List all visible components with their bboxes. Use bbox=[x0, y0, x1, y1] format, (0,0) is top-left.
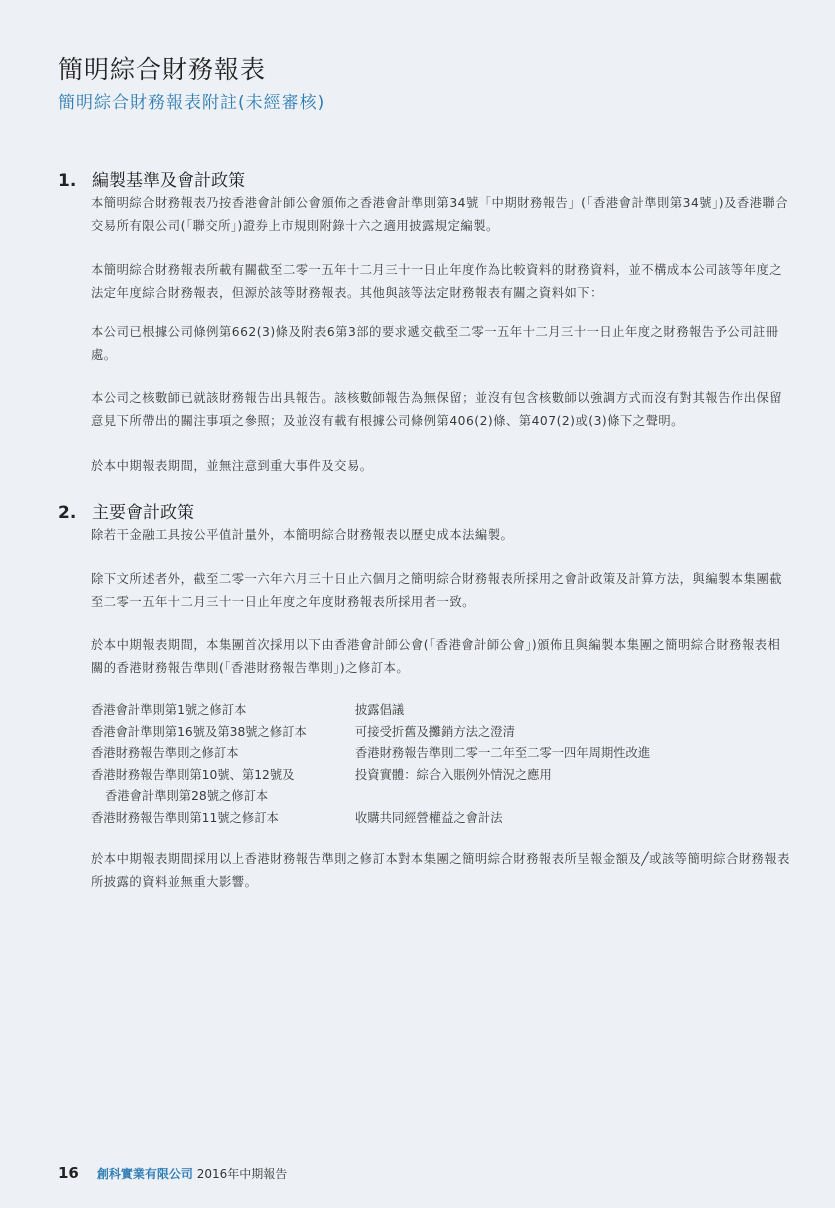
standard-description: 可接受折舊及攤銷方法之澄清 bbox=[355, 724, 515, 739]
paragraph: 本簡明綜合財務報表所載有關截至二零一五年十二月三十一日止年度作為比較資料的財務資料，並不構成本公司該等年度之法定年度綜合財務報表，但源於該等財務報表。其他與該等法定財務報表有關之資料如下： bbox=[91, 263, 783, 300]
paragraph: 於本中期報表期間，本集團首次採用以下由香港會計師公會(「香港會計師公會」)頒佈且與編製本集團之簡明綜合財務報表相關的香港財務報告準則(「香港財務報告準則」)之修訂本。 bbox=[91, 638, 781, 675]
section-heading bbox=[58, 498, 194, 523]
amendments-list bbox=[91, 700, 791, 829]
page-number: 16 bbox=[58, 1164, 79, 1182]
company-name: 創科實業有限公司 bbox=[96, 1167, 193, 1181]
paragraph: 除下文所述者外，截至二零一六年六月三十日止六個月之簡明綜合財務報表所採用之會計政策及計算方法，與編製本集團截至二零一五年十二月三十一日止年度之年度財務報表所採用者一致。 bbox=[91, 572, 783, 609]
page-footer bbox=[58, 1164, 287, 1182]
paragraph: 除若干金融工具按公平值計量外，本簡明綜合財務報表以歷史成本法編製。 bbox=[91, 528, 514, 542]
list-item bbox=[91, 743, 791, 765]
section-heading bbox=[58, 166, 245, 191]
list-item bbox=[91, 722, 791, 744]
standard-description: 投資實體：綜合入賬例外情況之應用 bbox=[355, 767, 552, 782]
standard-name: 香港財務報告準則之修訂本 bbox=[91, 746, 239, 760]
list-item bbox=[91, 808, 791, 830]
paragraph: 本簡明綜合財務報表乃按香港會計師公會頒佈之香港會計準則第34號「中期財務報告」(「香港會計準則第34號」)及香港聯合交易所有限公司(「聯交所」)證券上市規則附錄十六之適用披露規定編製。 bbox=[91, 196, 789, 233]
section-number: 1. bbox=[58, 171, 77, 191]
paragraph: 本公司之核數師已就該財務報告出具報告。該核數師報告為無保留；並沒有包含核數師以強調方式而沒有對其報告作出保留意見下所帶出的關注事項之參照；及並沒有載有根據公司條例第406(2)條、第407(2)或(3)條下之聲明。 bbox=[91, 391, 783, 428]
paragraph: 於本中期報表期間，並無注意到重大事件及交易。 bbox=[91, 459, 373, 473]
section-title: 主要會計政策 bbox=[92, 503, 194, 523]
standard-description: 收購共同經營權益之會計法 bbox=[355, 810, 503, 825]
standard-name-line: 香港財務報告準則第10號、第12號及 bbox=[91, 767, 295, 782]
standard-name-continuation: 香港會計準則第28號之修訂本 bbox=[105, 789, 269, 803]
list-item bbox=[91, 700, 791, 722]
standard-name: 香港會計準則第16號及第38號之修訂本 bbox=[91, 724, 307, 739]
section-number: 2. bbox=[58, 503, 77, 523]
paragraph: 本公司已根據公司條例第662(3)條及附表6第3部的要求遞交截至二零一五年十二月三十一日止年度之財務報告予公司註冊處。 bbox=[91, 325, 779, 362]
list-item bbox=[91, 765, 791, 808]
paragraph: 於本中期報表期間採用以上香港財務報告準則之修訂本對本集團之簡明綜合財務報表所呈報金額及╱或該等簡明綜合財務報表所披露的資料並無重大影響。 bbox=[91, 852, 790, 889]
page-subtitle: 簡明綜合財務報表附註(未經審核) bbox=[58, 93, 326, 113]
report-name: 2016年中期報告 bbox=[196, 1167, 288, 1181]
standard-name bbox=[91, 765, 355, 808]
section-title: 編製基準及會計政策 bbox=[92, 171, 245, 191]
standard-name: 香港會計準則第1號之修訂本 bbox=[91, 703, 247, 717]
standard-description: 披露倡議 bbox=[355, 703, 405, 717]
standard-description: 香港財務報告準則二零一二年至二零一四年周期性改進 bbox=[355, 746, 651, 760]
page-title: 簡明綜合財務報表 bbox=[58, 55, 267, 84]
standard-name: 香港財務報告準則第11號之修訂本 bbox=[91, 810, 279, 825]
